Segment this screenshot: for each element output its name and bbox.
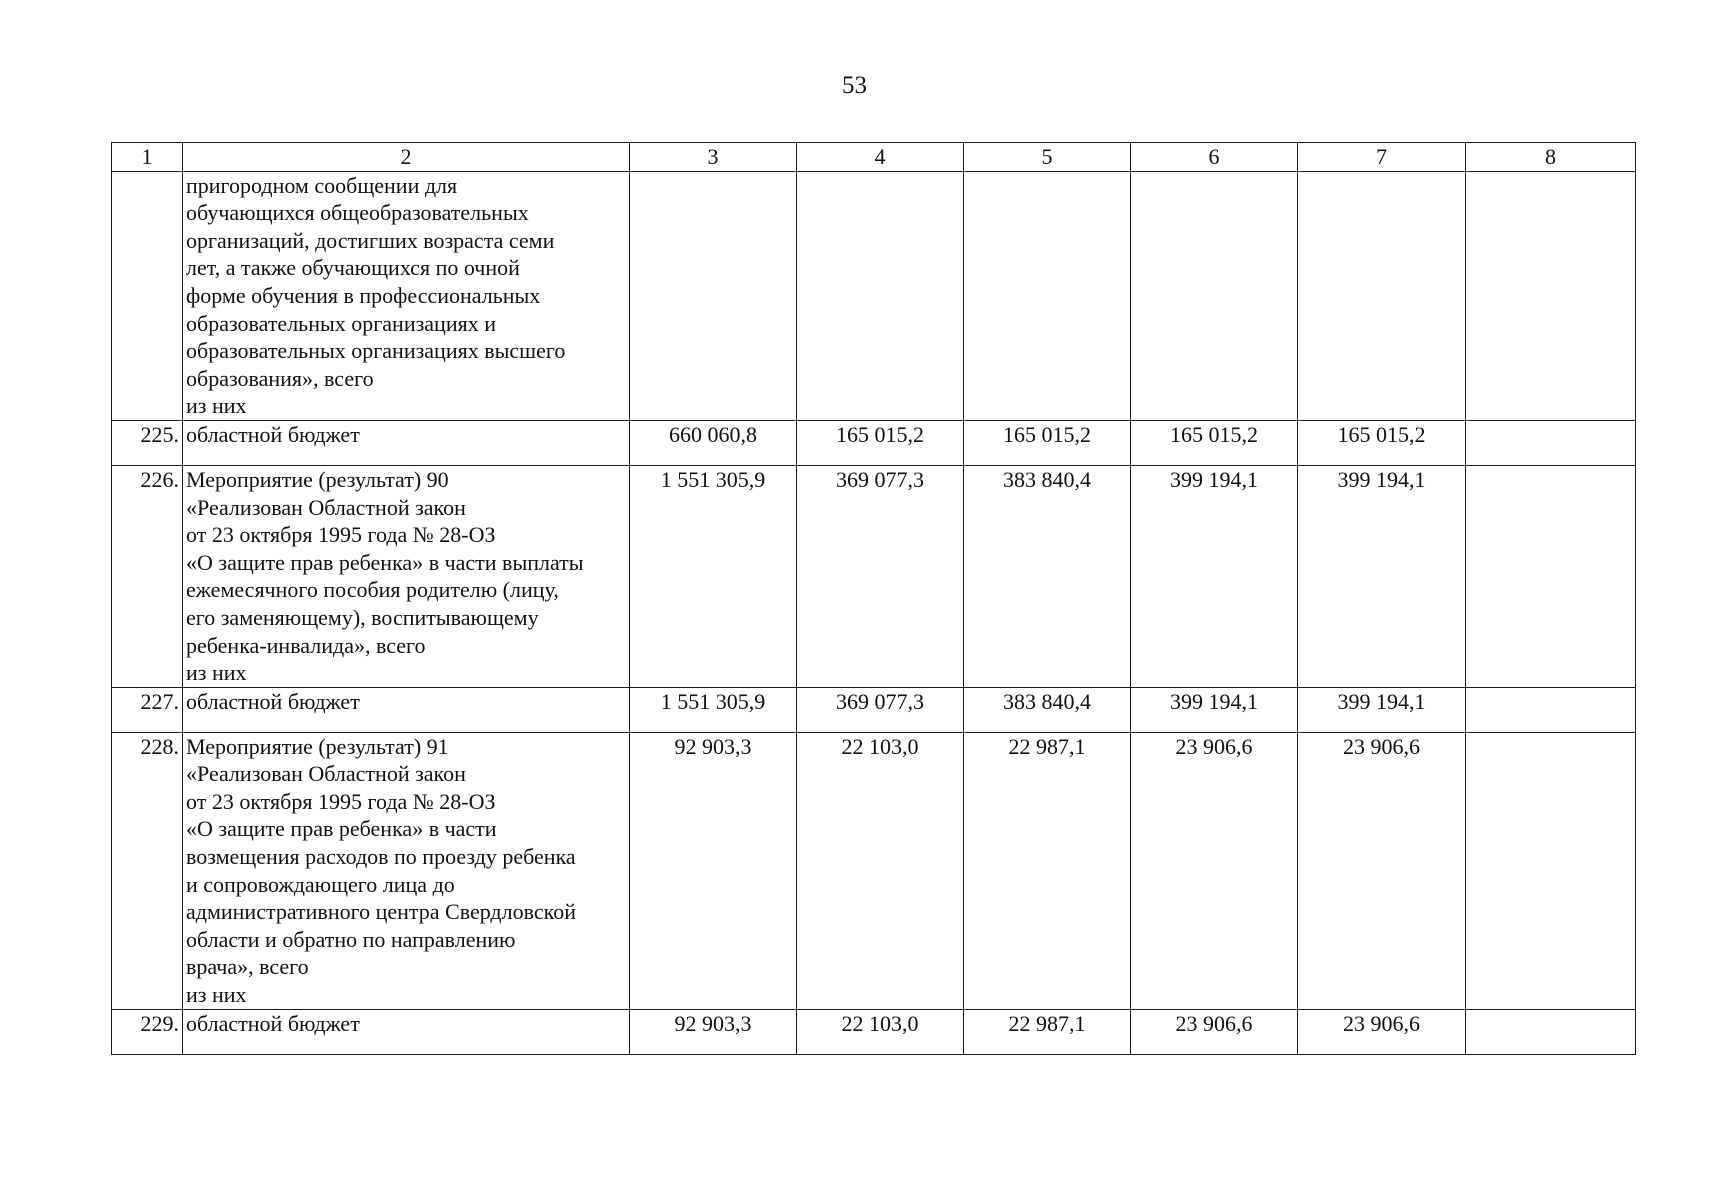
column-header: 1 [112,143,183,172]
description-line: из них [186,982,247,1008]
activity-row [112,465,1636,687]
description-line: административного центра Свердловской [186,899,576,925]
row-description [183,465,630,687]
description-line: образовательных организациях высшего [186,338,566,364]
description-line: обучающихся общеобразовательных [186,200,529,226]
description-line: «Реализован Областной закон [186,761,466,787]
description-line: пригородном сообщении для [186,172,458,198]
column-header: 7 [1298,143,1466,172]
budget-row [112,687,1636,732]
column-header: 8 [1466,143,1636,172]
description-line: Мероприятие (результат) 90 [186,466,449,492]
column-header: 5 [964,143,1131,172]
description-line: от 23 октября 1995 года № 28-ОЗ [186,788,496,814]
column-header: 4 [797,143,964,172]
value-cell-col-8 [1466,420,1636,465]
row-description [183,420,630,465]
value-cell-col-5: 22 987,1 [964,732,1131,1009]
value-cell-col-7: 23 906,6 [1298,732,1466,1009]
value-cell-col-3: 660 060,8 [630,420,797,465]
column-header: 3 [630,143,797,172]
budget-row [112,420,1636,465]
description-line: врача», всего [186,954,309,980]
value-cell-col-7: 399 194,1 [1298,687,1466,732]
value-cell-col-8 [1466,171,1636,420]
value-cell-col-6: 399 194,1 [1131,465,1298,687]
description-line: форме обучения в профессиональных [186,282,541,308]
description-line: его заменяющему), воспитывающему [186,604,539,630]
activity-row [112,171,1636,420]
description-line: образования», всего [186,365,374,391]
value-cell-col-5: 165 015,2 [964,420,1131,465]
row-number: 226. [112,465,183,687]
column-header: 6 [1131,143,1298,172]
row-number [112,171,183,420]
description-line: области и обратно по направлению [186,926,516,952]
value-cell-col-3: 1 551 305,9 [630,687,797,732]
description-line: из них [186,393,247,419]
value-cell-col-4: 369 077,3 [797,687,964,732]
value-cell-col-7 [1298,171,1466,420]
row-number: 228. [112,732,183,1009]
value-cell-col-6: 23 906,6 [1131,1009,1298,1054]
value-cell-col-7: 399 194,1 [1298,465,1466,687]
value-cell-col-5 [964,171,1131,420]
description-line: областной бюджет [186,688,360,714]
value-cell-col-7: 165 015,2 [1298,420,1466,465]
description-line: организаций, достигших возраста семи [186,227,555,253]
row-number: 225. [112,420,183,465]
description-line: от 23 октября 1995 года № 28-ОЗ [186,522,496,548]
description-line: «О защите прав ребенка» в части выплаты [186,549,584,575]
description-line: ежемесячного пособия родителю (лицу, [186,577,559,603]
value-cell-col-5: 383 840,4 [964,465,1131,687]
activity-row [112,732,1636,1009]
value-cell-col-8 [1466,465,1636,687]
description-line: и сопровождающего лица до [186,871,455,897]
value-cell-col-4: 165 015,2 [797,420,964,465]
value-cell-col-6: 399 194,1 [1131,687,1298,732]
row-description [183,687,630,732]
value-cell-col-4: 22 103,0 [797,1009,964,1054]
value-cell-col-6: 165 015,2 [1131,420,1298,465]
value-cell-col-3: 1 551 305,9 [630,465,797,687]
value-cell-col-8 [1466,1009,1636,1054]
description-line: лет, а также обучающихся по очной [186,255,520,281]
header-row [112,143,1636,172]
description-line: областной бюджет [186,421,360,447]
value-cell-col-8 [1466,732,1636,1009]
value-cell-col-3 [630,171,797,420]
description-line: областной бюджет [186,1010,360,1036]
description-line: «Реализован Областной закон [186,494,466,520]
value-cell-col-3: 92 903,3 [630,1009,797,1054]
description-line: образовательных организациях и [186,310,496,336]
description-line: возмещения расходов по проезду ребенка [186,844,576,870]
value-cell-col-7: 23 906,6 [1298,1009,1466,1054]
value-cell-col-4 [797,171,964,420]
row-number: 229. [112,1009,183,1054]
value-cell-col-4: 22 103,0 [797,732,964,1009]
row-description [183,732,630,1009]
value-cell-col-3: 92 903,3 [630,732,797,1009]
value-cell-col-5: 22 987,1 [964,1009,1131,1054]
row-number: 227. [112,687,183,732]
page-number: 53 [842,72,867,99]
budget-table [111,142,1636,1055]
description-line: Мероприятие (результат) 91 [186,733,449,759]
row-description [183,1009,630,1054]
value-cell-col-8 [1466,687,1636,732]
column-header: 2 [183,143,630,172]
value-cell-col-4: 369 077,3 [797,465,964,687]
description-line: ребенка-инвалида», всего [186,632,426,658]
value-cell-col-5: 383 840,4 [964,687,1131,732]
row-description [183,171,630,420]
table-body [112,171,1636,1054]
description-line: «О защите прав ребенка» в части [186,816,497,842]
budget-row [112,1009,1636,1054]
description-line: из них [186,660,247,686]
value-cell-col-6 [1131,171,1298,420]
value-cell-col-6: 23 906,6 [1131,732,1298,1009]
